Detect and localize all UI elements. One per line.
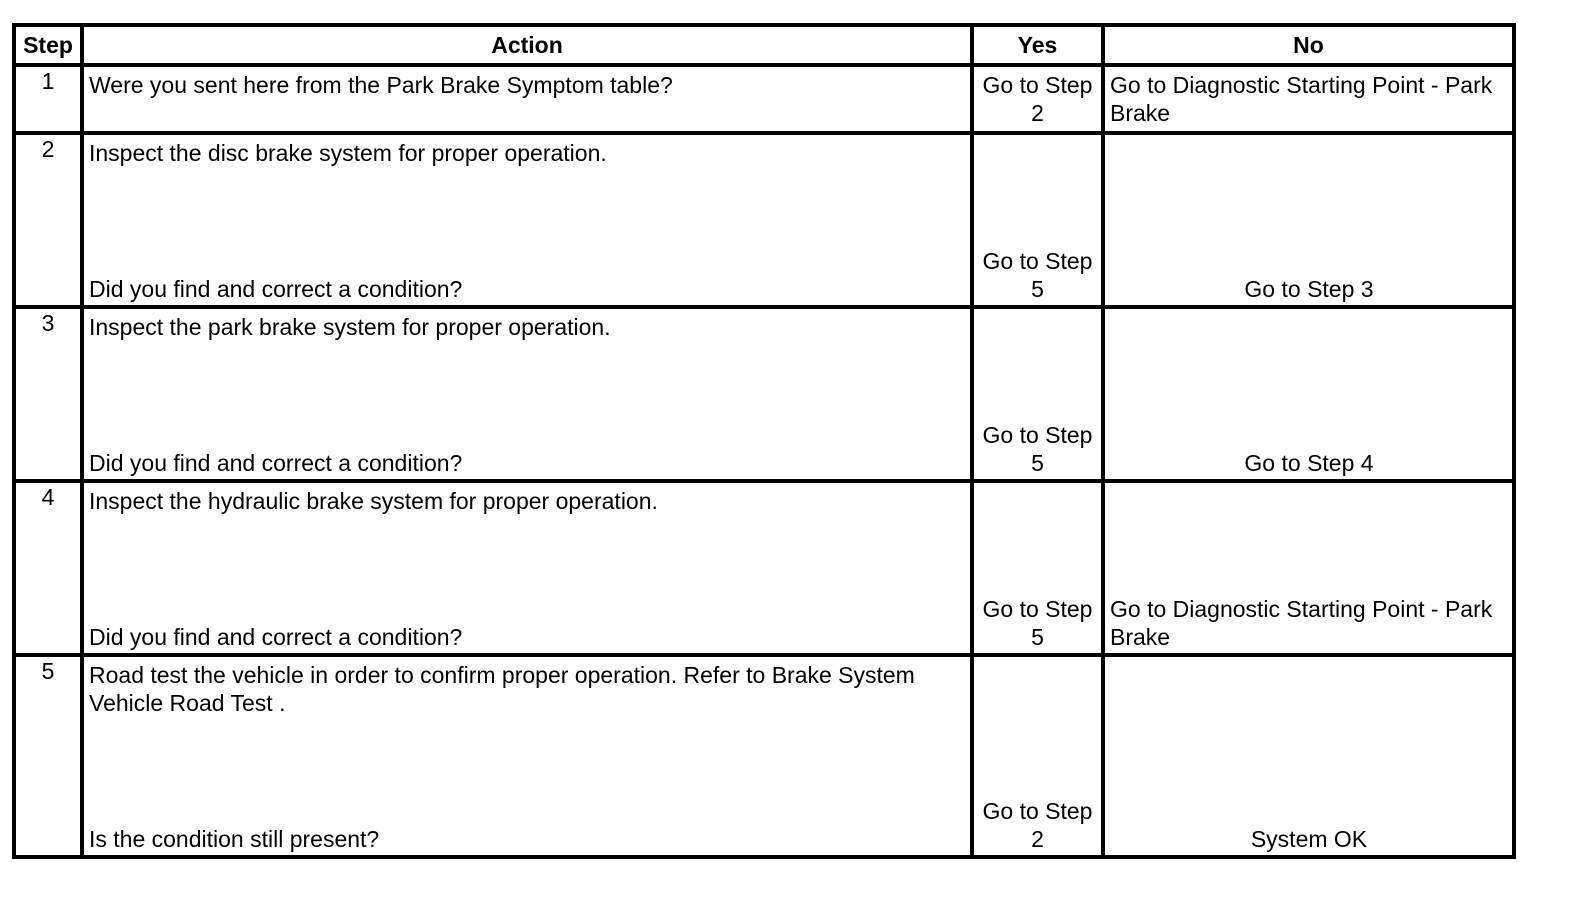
table-row — [14, 65, 1514, 133]
no-cell — [1103, 133, 1514, 307]
action-question: Did you find and correct a condition? — [89, 276, 463, 302]
action-cell — [82, 481, 972, 655]
action-question: Did you find and correct a condition? — [89, 624, 463, 650]
yes-cell — [972, 481, 1103, 655]
action-instruction: Were you sent here from the Park Brake Symptom table? — [89, 72, 673, 98]
no-result: System OK — [1250, 826, 1368, 852]
header-action: Action — [82, 25, 972, 65]
table-row — [14, 307, 1514, 481]
header-no: No — [1103, 25, 1514, 65]
header-row — [14, 25, 1514, 65]
step-number: 1 — [14, 65, 82, 133]
action-instruction: Inspect the park brake system for proper operation. — [89, 314, 611, 340]
diagnostic-table — [12, 23, 1516, 859]
no-cell — [1103, 307, 1514, 481]
yes-cell — [972, 133, 1103, 307]
step-number: 4 — [14, 481, 82, 655]
step-number: 2 — [14, 133, 82, 307]
step-number: 5 — [14, 655, 82, 857]
yes-goto-label: Go to Step — [982, 72, 1093, 98]
table-row — [14, 133, 1514, 307]
yes-cell — [972, 655, 1103, 857]
no-result: Go to Step 3 — [1244, 276, 1374, 302]
yes-cell — [972, 307, 1103, 481]
action-cell — [82, 307, 972, 481]
yes-goto-label: Go to Step — [982, 248, 1093, 274]
yes-goto-step: 2 — [1031, 826, 1044, 852]
table-row — [14, 481, 1514, 655]
action-instruction: Road test the vehicle in order to confirm proper operation. Refer to Brake System Vehicle Road Test . — [89, 662, 915, 716]
header-yes: Yes — [972, 25, 1103, 65]
action-cell — [82, 655, 972, 857]
yes-goto-step: 2 — [1031, 100, 1044, 126]
yes-goto-label: Go to Step — [982, 422, 1093, 448]
no-cell — [1103, 481, 1514, 655]
no-result: Go to Diagnostic Starting Point - Park Brake — [1110, 72, 1493, 126]
action-question: Did you find and correct a condition? — [89, 450, 463, 476]
yes-goto-label: Go to Step — [982, 596, 1093, 622]
action-cell — [82, 133, 972, 307]
yes-goto-label: Go to Step — [982, 798, 1093, 824]
action-instruction: Inspect the hydraulic brake system for proper operation. — [89, 488, 658, 514]
yes-goto-step: 5 — [1031, 450, 1044, 476]
action-question: Is the condition still present? — [89, 826, 380, 852]
yes-goto-step: 5 — [1031, 276, 1044, 302]
no-cell — [1103, 655, 1514, 857]
table-row — [14, 655, 1514, 857]
action-cell — [82, 65, 972, 133]
yes-goto-step: 5 — [1031, 624, 1044, 650]
action-instruction: Inspect the disc brake system for proper operation. — [89, 140, 607, 166]
no-result: Go to Step 4 — [1244, 450, 1374, 476]
no-result: Go to Diagnostic Starting Point - Park Brake — [1110, 596, 1493, 650]
yes-cell — [972, 65, 1103, 133]
no-cell — [1103, 65, 1514, 133]
header-step: Step — [14, 25, 82, 65]
step-number: 3 — [14, 307, 82, 481]
